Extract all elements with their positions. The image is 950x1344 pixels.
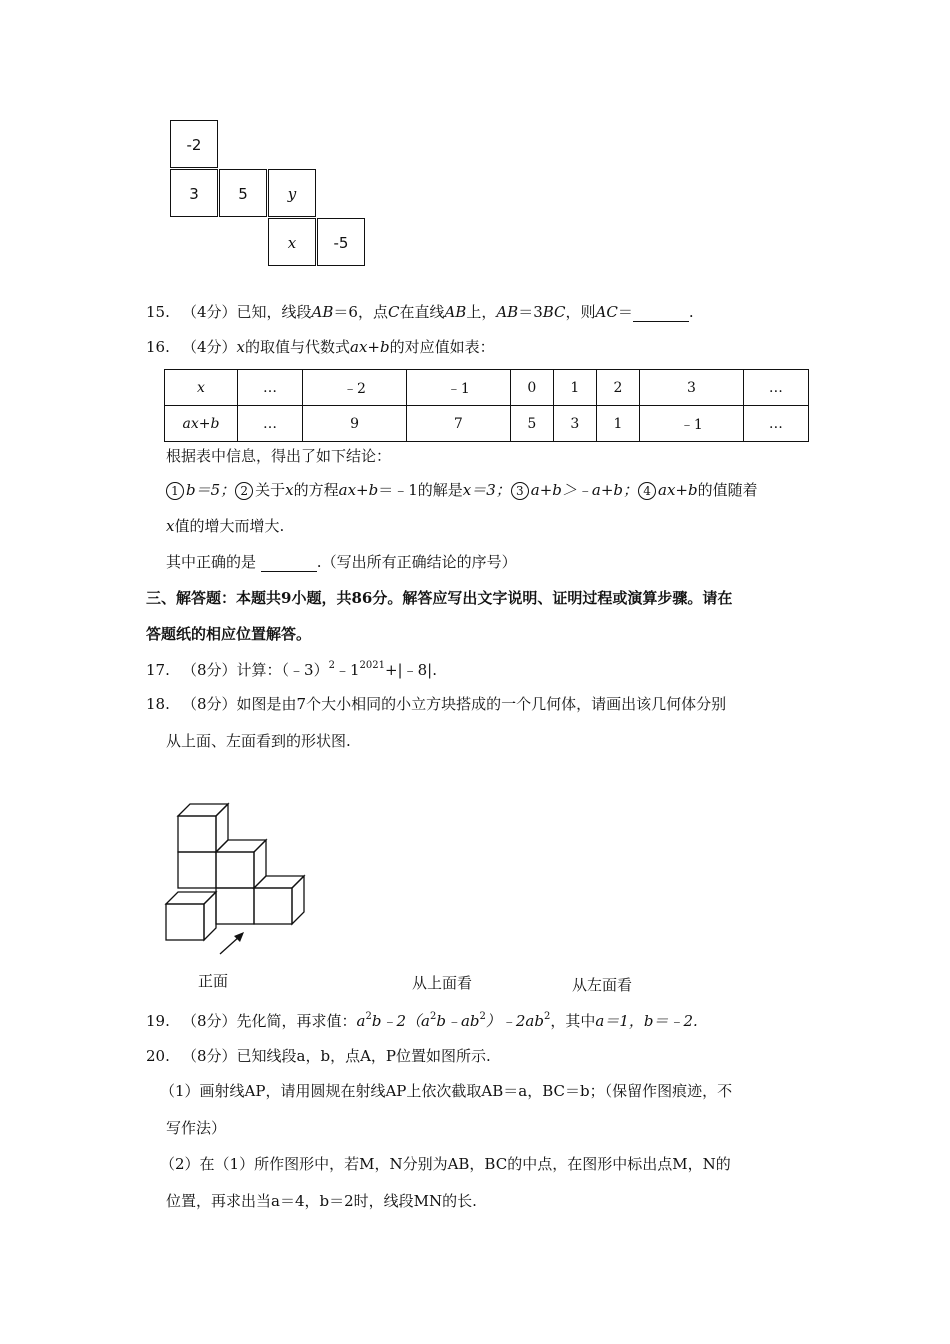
net-cell: 3 [170, 169, 218, 217]
q20-part2: （2）在（1）所作图形中，若M，N分别为AB，BC的中点，在图形中标出点M，N的 [160, 1155, 731, 1173]
cube-face [178, 816, 216, 852]
q16-lead: 根据表中信息，得出了如下结论： [166, 447, 392, 465]
net-cell: 5 [219, 169, 267, 217]
cube-face [166, 904, 204, 940]
cube-face [254, 888, 292, 924]
question-18: 18. （8分）如图是由7个大小相同的小立方块搭成的一个几何体，请画出该几何体分别 [146, 695, 727, 713]
question-20: 20. （8分）已知线段a，b，点A，P位置如图所示. [146, 1047, 491, 1065]
question-19: 19. （8分）先化简，再求值：$a^2b﹣2(a^2b﹣ab^2)﹣2ab^2$，其中a＝1，b＝﹣2. [146, 1011, 698, 1030]
table-cell: 9 [303, 406, 407, 442]
cubes-figure [160, 796, 320, 961]
table-cell: 3 [553, 406, 596, 442]
table-header-cell: ax+b [165, 406, 238, 442]
cube-face [216, 840, 266, 852]
question-number: 17. [146, 661, 170, 679]
table-cell: 7 [406, 406, 510, 442]
question-number: 16. [146, 338, 170, 356]
cube-face [216, 888, 254, 924]
value-table [164, 369, 809, 442]
table-cell: … [743, 406, 808, 442]
table-cell: 1 [596, 406, 639, 442]
question-number: 20. [146, 1047, 170, 1065]
cube-face [166, 892, 216, 904]
q20-part2-cont: 位置，再求出当a＝4，b＝2时，线段MN的长. [166, 1192, 477, 1210]
answer-blank [633, 307, 689, 322]
table-cell: 2 [596, 370, 639, 406]
q20-part1: （1）画射线AP，请用圆规在射线AP上依次截取AB＝a，BC＝b；（保留作图痕迹，不 [160, 1082, 733, 1100]
table-cell: … [743, 370, 808, 406]
net-cell: -2 [170, 120, 218, 168]
question-17: 17. （8分）计算：$(﹣3)^2﹣1^{2021}+|﹣8|$. [146, 660, 437, 679]
table-cell: ﹣2 [303, 370, 407, 406]
table-cell: 3 [639, 370, 743, 406]
cube-face [204, 892, 216, 940]
cube-face [254, 840, 266, 888]
table-cell: 0 [510, 370, 553, 406]
table-cell: … [238, 406, 303, 442]
cube-face [178, 852, 216, 888]
cube-face [292, 876, 304, 924]
section-heading-cont: 答题纸的相应位置解答。 [146, 625, 312, 643]
table-cell: ﹣1 [406, 370, 510, 406]
question-18-cont: 从上面、左面看到的形状图. [166, 732, 351, 750]
q16-conclusions-cont: x值的增大而增大. [166, 517, 285, 535]
cube-face [178, 804, 228, 816]
top-view-label: 从上面看 [412, 974, 473, 992]
answer-blank [261, 557, 317, 572]
q20-part1-cont: 写作法） [166, 1119, 227, 1137]
table-cell: … [238, 370, 303, 406]
table-cell: ﹣1 [639, 406, 743, 442]
net-cell: -5 [317, 218, 365, 266]
table-cell: 1 [553, 370, 596, 406]
question-16: 16. （4分）x的取值与代数式ax+b的对应值如表： [146, 338, 495, 356]
question-number: 19. [146, 1012, 170, 1030]
cube-face [254, 876, 304, 888]
table-cell: 5 [510, 406, 553, 442]
question-number: 15. [146, 303, 170, 321]
cube-face [216, 852, 254, 888]
left-view-label: 从左面看 [572, 976, 633, 994]
question-number: 18. [146, 695, 170, 713]
q16-ask: 其中正确的是 .（写出所有正确结论的序号） [166, 553, 517, 571]
q16-conclusions: 1 b＝5； 2 关于x的方程ax+b＝﹣1的解是x＝3； 3 a+b＞﹣a+b； 4 ax+b的值随着 [166, 480, 758, 500]
front-label: 正面 [198, 972, 229, 990]
question-15: 15. （4分）已知，线段AB＝6，点C在直线AB上，AB＝3BC，则AC＝ . [146, 303, 694, 321]
net-cell: y [268, 169, 316, 217]
table-row [165, 406, 809, 442]
cube-face [216, 804, 228, 852]
net-cell: x [268, 218, 316, 266]
section-heading: 三、解答题：本题共9小题，共86分。解答应写出文字说明、证明过程或演算步骤。请在 [146, 589, 733, 607]
table-row [165, 370, 809, 406]
table-header-cell: x [165, 370, 238, 406]
